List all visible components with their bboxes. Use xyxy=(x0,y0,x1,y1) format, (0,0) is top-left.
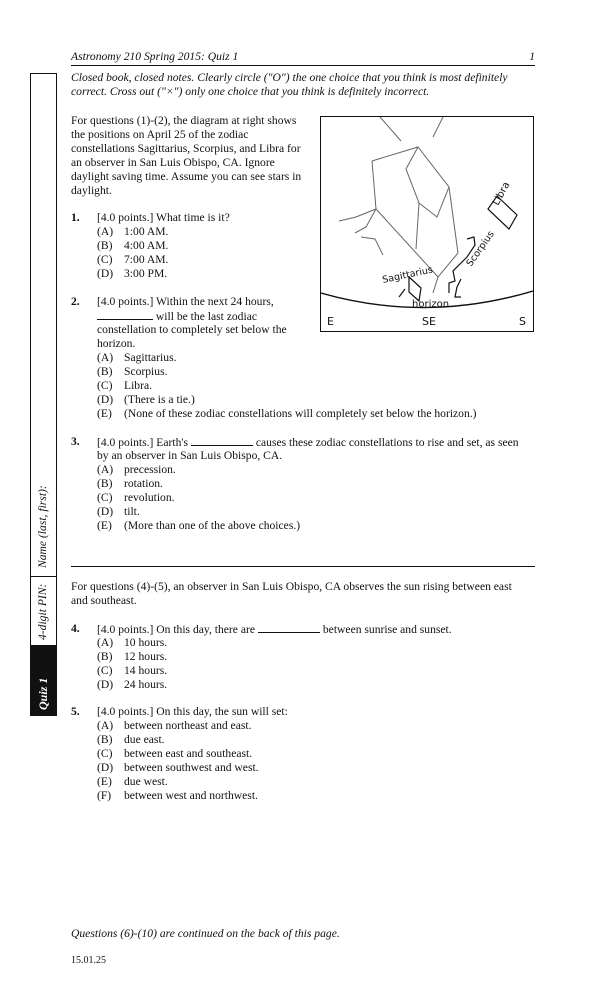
option-label: (C) xyxy=(97,747,113,760)
intro-line: For questions (1)-(2), the diagram at right shows xyxy=(71,114,297,127)
fill-in-blank[interactable] xyxy=(97,309,153,320)
option-text: (None of these zodiac constellations will completely set below the horizon.) xyxy=(124,407,477,420)
option-label: (F) xyxy=(97,789,112,802)
option-text: 7:00 AM. xyxy=(124,253,169,266)
sky-diagram xyxy=(320,116,534,332)
answer-option[interactable] xyxy=(97,636,167,650)
question-text: [4.0 points.] On this day, the sun will set: xyxy=(97,705,288,718)
south-label: S xyxy=(519,315,526,328)
option-label: (E) xyxy=(97,519,112,532)
option-text: 12 hours. xyxy=(124,650,168,663)
option-text: 3:00 PM. xyxy=(124,267,168,280)
answer-option[interactable] xyxy=(97,505,140,519)
constellation-line xyxy=(419,187,449,217)
option-text: between east and southeast. xyxy=(124,747,253,760)
question-number: 3. xyxy=(71,435,80,448)
continued-note: Questions (6)-(10) are continued on the back of this page. xyxy=(71,927,340,940)
intro-questions-1-2 xyxy=(71,114,317,197)
question-text: horizon. xyxy=(97,337,136,350)
option-text: due east. xyxy=(124,733,165,746)
document-code: 15.01.25 xyxy=(71,955,106,966)
header-divider xyxy=(71,65,535,66)
question-text: constellation to completely set below the xyxy=(97,323,287,336)
east-label: E xyxy=(327,315,334,328)
option-label: (C) xyxy=(97,664,113,677)
question-text xyxy=(97,435,519,450)
instructions xyxy=(71,71,533,99)
question-text-part: causes these zodiac constellations to rise and set, as seen xyxy=(252,436,519,449)
intro-line: daylight. xyxy=(71,183,112,197)
option-text: between west and northwest. xyxy=(124,789,258,802)
option-label: (D) xyxy=(97,393,114,406)
option-text: Sagittarius. xyxy=(124,351,177,364)
answer-option[interactable] xyxy=(97,351,177,365)
answer-option[interactable] xyxy=(97,225,168,239)
constellation-line xyxy=(361,237,383,255)
answer-option[interactable] xyxy=(97,253,168,267)
option-label: (C) xyxy=(97,253,113,266)
pin-field-label: 4-digit PIN: xyxy=(36,583,49,640)
question-text: [4.0 points.] What time is it? xyxy=(97,211,230,224)
fill-in-blank[interactable] xyxy=(191,435,253,446)
option-text: (There is a tie.) xyxy=(124,393,195,406)
option-label: (C) xyxy=(97,491,113,504)
question-text xyxy=(97,622,452,637)
sagittarius-shape-line xyxy=(399,289,405,297)
constellation-line xyxy=(406,147,419,249)
answer-option[interactable] xyxy=(97,365,167,379)
option-label: (C) xyxy=(97,379,113,392)
option-label: (A) xyxy=(97,351,114,364)
instructions-line: correct. Cross out ("×") only one choice that you think is definitely incorrect. xyxy=(71,84,430,98)
option-label: (A) xyxy=(97,719,114,732)
option-text: 1:00 AM. xyxy=(124,225,169,238)
option-text: (More than one of the above choices.) xyxy=(124,519,301,532)
answer-option[interactable] xyxy=(97,664,167,678)
section-divider xyxy=(71,566,535,567)
horizon-label: horizon xyxy=(412,299,450,310)
option-label: (A) xyxy=(97,225,114,238)
option-label: (D) xyxy=(97,267,114,280)
question-text: [4.0 points.] Within the next 24 hours, xyxy=(97,295,274,308)
answer-option[interactable] xyxy=(97,719,251,733)
answer-option[interactable] xyxy=(97,491,175,505)
fill-in-blank[interactable] xyxy=(258,622,320,633)
intro-line: For questions (4)-(5), an observer in San Luis Obispo, CA observes the sun rising between east xyxy=(71,580,512,593)
libra-label: Libra xyxy=(490,180,513,208)
constellation-lines xyxy=(339,117,458,293)
option-label: (E) xyxy=(97,775,112,788)
southeast-label: SE xyxy=(422,315,436,328)
answer-option[interactable] xyxy=(97,733,165,747)
sky-diagram-svg xyxy=(321,117,533,331)
answer-option[interactable] xyxy=(97,761,259,775)
option-label: (E) xyxy=(97,407,112,420)
option-label: (B) xyxy=(97,733,113,746)
answer-option[interactable] xyxy=(97,379,152,393)
side-quiz-label: Quiz 1 xyxy=(36,677,50,710)
option-label: (A) xyxy=(97,636,114,649)
intro-line: an observer in San Luis Obispo, CA. Ignore xyxy=(71,155,275,169)
answer-option[interactable] xyxy=(97,407,477,421)
sagittarius-label: Sagittarius xyxy=(381,264,434,286)
option-label: (B) xyxy=(97,365,113,378)
option-text: precession. xyxy=(124,463,176,476)
constellation-line xyxy=(433,117,443,137)
option-text: Scorpius. xyxy=(124,365,168,378)
intro-line: daylight saving time. Assume you can see stars in xyxy=(71,169,302,183)
answer-option[interactable] xyxy=(97,747,252,761)
page-number: 1 xyxy=(529,50,535,63)
question-text xyxy=(97,309,257,324)
sagittarius-shape xyxy=(409,277,421,301)
option-text: between northeast and east. xyxy=(124,719,252,732)
scorpius-tail xyxy=(455,279,461,297)
answer-option[interactable] xyxy=(97,239,168,253)
question-text: by an observer in San Luis Obispo, CA. xyxy=(97,449,283,462)
option-text: 24 hours. xyxy=(124,678,168,691)
side-strip-divider xyxy=(30,576,57,577)
intro-line: the positions on April 25 of the zodiac xyxy=(71,127,249,141)
answer-option[interactable] xyxy=(97,519,300,533)
option-label: (D) xyxy=(97,678,114,691)
name-field-label: Name (last, first): xyxy=(36,485,49,568)
instructions-line: Closed book, closed notes. Clearly circle ("O") the one choice that you think is most definitely xyxy=(71,71,508,84)
answer-option[interactable] xyxy=(97,393,195,407)
question-text-part: will be the last zodiac xyxy=(153,310,257,323)
option-label: (B) xyxy=(97,239,113,252)
answer-option[interactable] xyxy=(97,463,176,477)
option-label: (D) xyxy=(97,761,114,774)
answer-option[interactable] xyxy=(97,477,163,491)
answer-option[interactable] xyxy=(97,650,167,664)
intro-line: and southeast. xyxy=(71,593,137,607)
answer-option[interactable] xyxy=(97,775,168,789)
intro-line: constellations Sagittarius, Scorpius, and Libra for xyxy=(71,141,301,155)
option-label: (B) xyxy=(97,477,113,490)
option-text: Libra. xyxy=(124,379,153,392)
answer-option[interactable] xyxy=(97,678,167,692)
question-number: 2. xyxy=(71,295,80,308)
option-text: revolution. xyxy=(124,491,175,504)
question-text-part: between sunrise and sunset. xyxy=(319,623,452,636)
header-title: Astronomy 210 Spring 2015: Quiz 1 xyxy=(71,50,239,63)
option-text: 14 hours. xyxy=(124,664,168,677)
option-text: due west. xyxy=(124,775,168,788)
question-text-part: [4.0 points.] Earth's xyxy=(97,436,188,449)
question-text-part: [4.0 points.] On this day, there are xyxy=(97,623,255,636)
answer-option[interactable] xyxy=(97,789,258,803)
question-number: 5. xyxy=(71,705,80,718)
constellation-line xyxy=(380,117,401,141)
option-text: tilt. xyxy=(124,505,140,518)
question-number: 4. xyxy=(71,622,80,635)
constellation-line xyxy=(355,209,376,233)
scorpius-label: Scorpius xyxy=(464,229,497,269)
option-label: (A) xyxy=(97,463,114,476)
question-number: 1. xyxy=(71,211,80,224)
constellation-line xyxy=(433,277,438,293)
option-text: 4:00 AM. xyxy=(124,239,169,252)
option-text: between southwest and west. xyxy=(124,761,259,774)
option-label: (B) xyxy=(97,650,113,663)
intro-questions-4-5 xyxy=(71,580,533,608)
option-text: 10 hours. xyxy=(124,636,168,649)
option-label: (D) xyxy=(97,505,114,518)
constellation-outline xyxy=(372,147,458,277)
answer-option[interactable] xyxy=(97,267,167,281)
option-text: rotation. xyxy=(124,477,163,490)
